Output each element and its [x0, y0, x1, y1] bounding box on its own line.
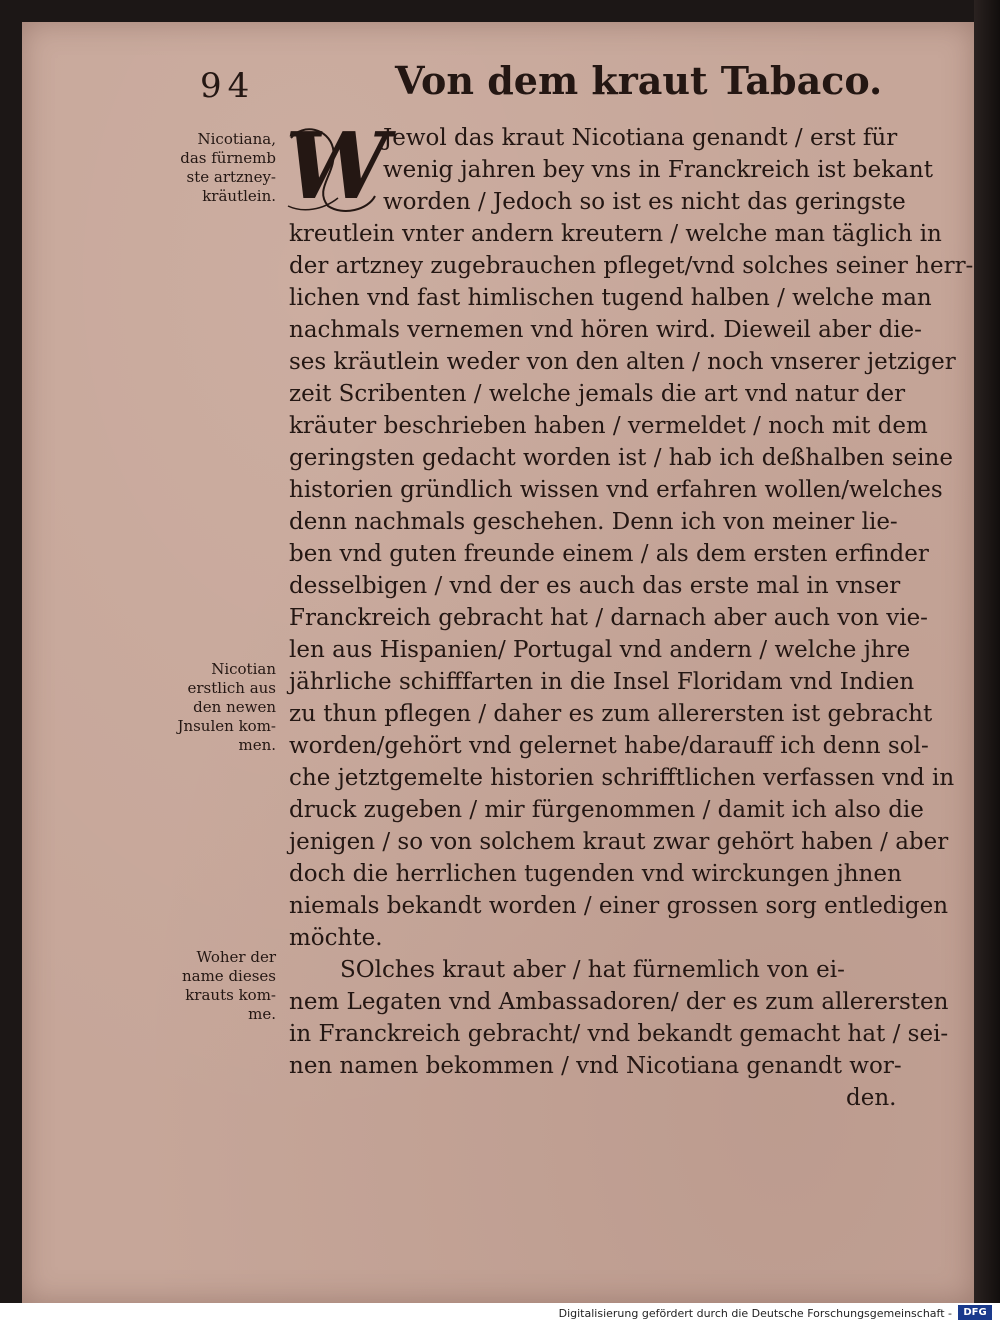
body-line: SOlches kraut aber / hat fürnemlich von ei- — [340, 957, 845, 983]
body-line: len aus Hispanien/ Portugal vnd andern / welche jhre — [289, 637, 911, 663]
body-line: den. — [846, 1085, 897, 1111]
body-line: der artzney zugebrauchen pfleget/vnd solches seiner herr- — [289, 253, 974, 279]
body-line: worden/gehört vnd gelernet habe/darauff ich denn sol- — [289, 733, 929, 759]
margin-note-line: kräutlein. — [202, 187, 276, 205]
margin-note — [182, 948, 276, 1024]
body-line: desselbigen / vnd der es auch das erste mal in vnser — [289, 573, 901, 599]
body-line: möchte. — [289, 925, 383, 951]
margin-note-line: den newen — [193, 698, 276, 716]
body-line: lichen vnd fast himlischen tugend halben / welche man — [289, 285, 932, 311]
body-line: zu thun pflegen / daher es zum allerersten ist gebracht — [289, 701, 933, 727]
body-line: kräuter beschrieben haben / vermeldet / noch mit dem — [289, 413, 928, 439]
dfg-logo[interactable]: DFG — [958, 1305, 992, 1320]
body-line: jenigen / so von solchem kraut zwar gehört haben / aber — [289, 829, 949, 855]
margin-note-line: Nicotiana, — [197, 130, 276, 148]
margin-note-line: ste artzney- — [186, 168, 276, 186]
margin-note-line: Jnsulen kom- — [177, 717, 276, 735]
body-line: historien gründlich wissen vnd erfahren wollen/welches — [289, 477, 943, 503]
margin-note-line: krauts kom- — [185, 986, 276, 1004]
book-edge — [974, 0, 1000, 1303]
body-line: doch die herrlichen tugenden vnd wirckungen jhnen — [289, 861, 902, 887]
margin-note-line: Woher der — [196, 948, 276, 966]
body-line: Jewol das kraut Nicotiana genandt / erst für — [383, 125, 898, 151]
margin-note-line: men. — [238, 736, 276, 754]
body-line: wenig jahren bey vns in Franckreich ist bekant — [383, 157, 933, 183]
margin-note — [180, 130, 276, 206]
drop-cap: W — [285, 112, 389, 220]
body-line: che jetztgemelte historien schrifftlichen verfassen vnd in — [289, 765, 955, 791]
body-line: in Franckreich gebracht/ vnd bekandt gemacht hat / sei- — [289, 1021, 949, 1047]
digitization-credit: Digitalisierung gefördert durch die Deutsche Forschungsgemeinschaft - — [558, 1307, 952, 1320]
body-line: nem Legaten vnd Ambassadoren/ der es zum allerersten — [289, 989, 949, 1015]
body-line: worden / Jedoch so ist es nicht das geringste — [383, 189, 906, 215]
margin-note-line: Nicotian — [211, 660, 276, 678]
body-line: kreutlein vnter andern kreutern / welche man täglich in — [289, 221, 942, 247]
margin-note — [177, 660, 276, 755]
body-line: niemals bekandt worden / einer grossen sorg entledigen — [289, 893, 949, 919]
body-line: ses kräutlein weder von den alten / noch vnserer jetziger — [289, 349, 956, 375]
body-line: nachmals vernemen vnd hören wird. Dieweil aber die- — [289, 317, 922, 343]
running-title: Von dem kraut Tabaco. — [395, 58, 883, 103]
body-line: geringsten gedacht worden ist / hab ich deßhalben seine — [289, 445, 953, 471]
body-line: zeit Scribenten / welche jemals die art vnd natur der — [289, 381, 906, 407]
margin-note-line: das fürnemb — [180, 149, 276, 167]
page-number: 94 — [200, 66, 256, 106]
margin-note-line: erstlich aus — [187, 679, 276, 697]
margin-note-line: name dieses — [181, 967, 276, 985]
body-line: jährliche schifffarten in die Insel Floridam vnd Indien — [289, 669, 915, 695]
body-line: ben vnd guten freunde einem / als dem ersten erfinder — [289, 541, 929, 567]
body-line: Franckreich gebracht hat / darnach aber auch von vie- — [289, 605, 928, 631]
body-line: nen namen bekommen / vnd Nicotiana genandt wor- — [289, 1053, 902, 1079]
body-line: denn nachmals geschehen. Denn ich von meiner lie- — [289, 509, 898, 535]
body-line: druck zugeben / mir fürgenommen / damit ich also die — [289, 797, 924, 823]
margin-note-line: me. — [248, 1005, 276, 1023]
